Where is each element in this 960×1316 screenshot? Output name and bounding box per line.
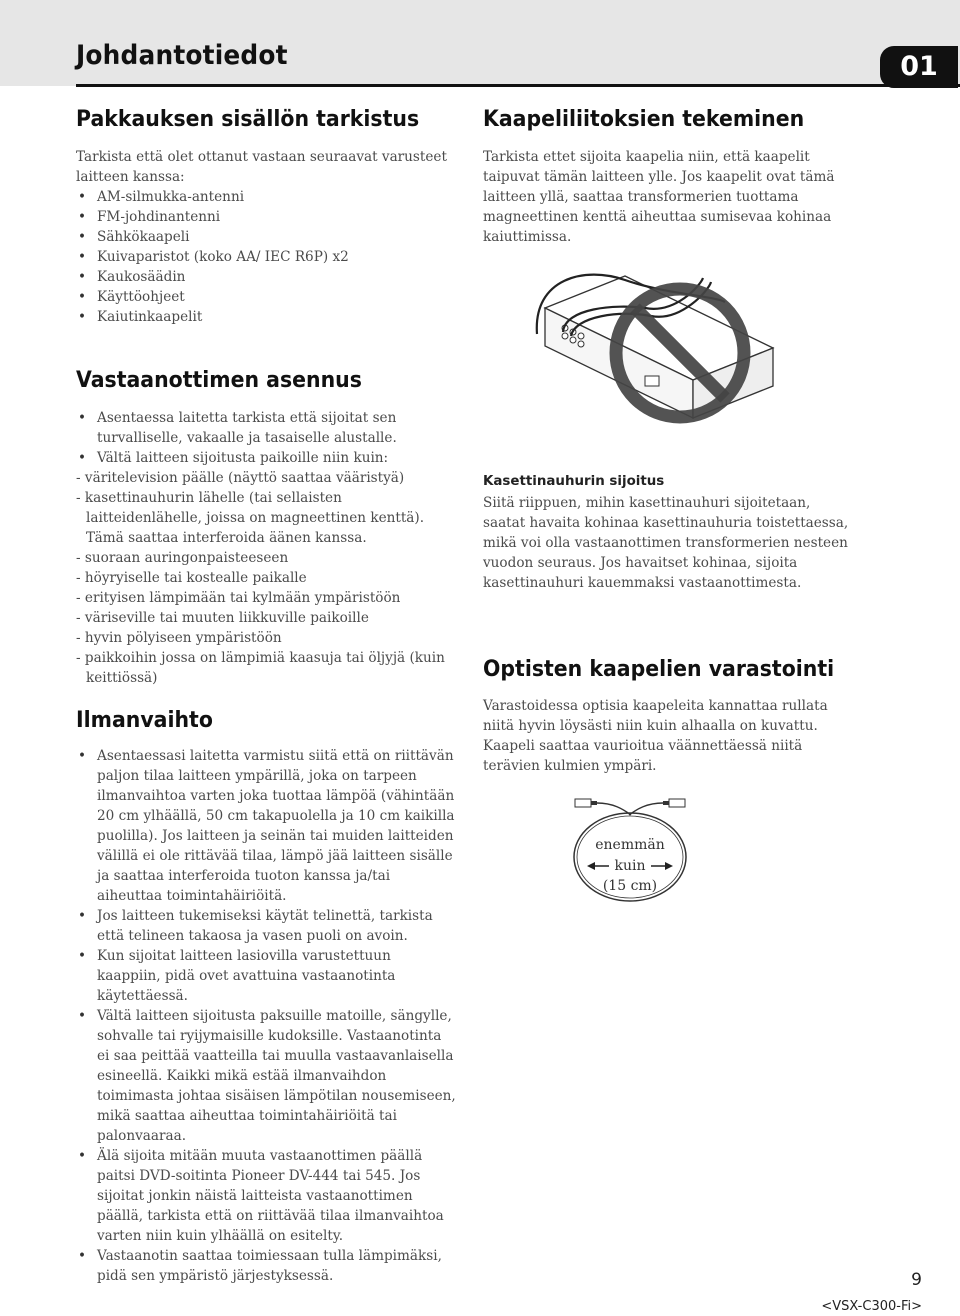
list-item: • Asentaessasi laitetta varmistu siitä että on riittävän paljon tilaa laitteen ympärillä, joka on tarpeen ilmanvaihtoa varten joka tuottaa lämpöä (vähintään 20 cm ylhäällä, 50 cm takapuolella ja 10 cm kaikilla puolilla). Jos laitteen ja seinän tai muiden laitteiden välillä ei ole rittävää tilaa, lämpö jää laitteen sisälle ja saattaa interferoida tuoton kanssa ja/tai aiheuttaa toimintahäiriöitä.: [76, 746, 458, 906]
diagram-label-line2: kuin: [614, 858, 646, 874]
list-item: • Kuivaparistot (koko AA/ IEC R6P) x2: [76, 247, 456, 267]
list-item: • Käyttöohjeet: [76, 287, 456, 307]
optiset-text: Varastoidessa optisia kaapeleita kannattaa rullata niitä hyvin löysästi niin kuin alhaalla on kuvattu. Kaapeli saattaa vaurioitua väännettäessä niitä terävien kulmien ympäri.: [483, 698, 828, 774]
kasetti-text: Siitä riippuen, mihin kasettinauhuri sijoitetaan, saatat havaita kohinaa kasettinauhuria toistettaessa, mikä voi olla vastaanottimen transformerien nesteen vuodon seuraus. Jos havaitset kohinaa, sijoita kasettinauhuri kauemmaksi vastaanottimesta.: [483, 495, 849, 591]
model-code: <VSX-C300-Fi>: [821, 1299, 922, 1314]
receiver-cable-prohibition-illustration: [525, 258, 780, 428]
asennus-content: [76, 408, 458, 688]
section-heading-pakkaus: Pakkauksen sisällön tarkistus: [76, 107, 420, 132]
list-item: • FM-johdinantenni: [76, 207, 456, 227]
list-item: • Vältä laitteen sijoitusta paikoille niin kuin:: [76, 448, 458, 468]
list-item: • Kun sijoitat laitteen lasiovilla varustettuun kaappiin, pidä ovet avattuina vastaanotinta käytettäessä.: [76, 946, 458, 1006]
list-item: • AM-silmukka-antenni: [76, 187, 456, 207]
dash-item: - kasettinauhurin lähelle (tai sellaisten laitteidenlähelle, joissa on magneettinen kenttä). Tämä saattaa interferoida äänen kanssa.: [76, 490, 425, 546]
header-rule: [76, 84, 960, 87]
list-item: • Vältä laitteen sijoitusta paksuille matoille, sängylle, sohvalle tai ryijymaisille kudoksille. Vastaanotinta ei saa peittää vaatteilla tai muulla vastaavanlaisella esineellä. Kaikki mikä estää ilmanvaihdon toimimasta johtaa sisäisen lämpötilan nousemiseen, mikä saattaa aiheuttaa toimintahäiriöitä tai palonvaaraa.: [76, 1006, 458, 1146]
ilmanvaihto-content: [76, 746, 458, 1286]
optical-cable-coil-diagram: [565, 795, 695, 905]
subheading-kasetti: Kasettinauhurin sijoitus: [483, 474, 665, 489]
dash-item: - paikkoihin jossa on lämpimiä kaasuja tai öljyjä (kuin keittiössä): [76, 650, 445, 686]
section-heading-kaapeli: Kaapeliliitoksien tekeminen: [483, 107, 805, 132]
dash-item: - suoraan auringonpaisteeseen: [76, 550, 289, 566]
section-heading-optiset: Optisten kaapelien varastointi: [483, 657, 835, 682]
dash-item: - väritelevision päälle (näyttö saattaa vääristyä): [76, 470, 405, 486]
section-heading-ilmanvaihto: Ilmanvaihto: [76, 708, 213, 733]
page-number: 9: [911, 1270, 922, 1290]
chapter-number-tab: 01: [880, 46, 958, 88]
section-heading-asennus: Vastaanottimen asennus: [76, 368, 362, 393]
list-item: • Asentaessa laitetta tarkista että sijoitat sen turvalliselle, vakaalle ja tasaiselle alustalle.: [76, 408, 458, 448]
list-item: • Kaukosäädin: [76, 267, 456, 287]
diagram-label-line1: enemmän: [595, 837, 665, 853]
kaapeli-text: Tarkista ettet sijoita kaapelia niin, että kaapelit taipuvat tämän laitteen ylle. Jos kaapelit ovat tämä laitteen yllä, saattaa transformerien tuottama magneettinen kenttä aiheuttaa sumisevaa kohinaa kaiuttimissa.: [483, 149, 835, 245]
diagram-label-line3: (15 cm): [602, 878, 658, 894]
list-item: • Kaiutinkaapelit: [76, 307, 456, 327]
list-item: • Sähkökaapeli: [76, 227, 456, 247]
list-item: • Jos laitteen tukemiseksi käytät telinettä, tarkista että telineen takaosa ja vasen puoli on avoin.: [76, 906, 458, 946]
cable-plug-right: [669, 799, 685, 807]
chapter-title: Johdantotiedot: [76, 40, 288, 71]
list-item: • Vastaanotin saattaa toimiessaan tulla lämpimäksi, pidä sen ympäristö järjestyksessä.: [76, 1246, 458, 1286]
dash-item: - väriseville tai muuten liikkuville paikoille: [76, 610, 369, 626]
cable-plug-left: [575, 799, 591, 807]
dash-item: - höyryiselle tai kostealle paikalle: [76, 570, 307, 586]
dash-item: - erityisen lämpimään tai kylmään ympäristöön: [76, 590, 401, 606]
list-item: • Älä sijoita mitään muuta vastaanottimen päällä paitsi DVD-soitinta Pioneer DV-444 tai 545. Jos sijoitat jonkin näistä laitteista vastaanottimen päällä, tarkista että on riittävää tilaa ilmanvaihtoa varten niin kuin ylhäällä on esitelty.: [76, 1146, 458, 1246]
pakkaus-content: [76, 147, 456, 327]
pakkaus-intro: Tarkista että olet ottanut vastaan seuraavat varusteet laitteen kanssa:: [76, 149, 447, 185]
dash-item: - hyvin pölyiseen ympäristöön: [76, 630, 282, 646]
